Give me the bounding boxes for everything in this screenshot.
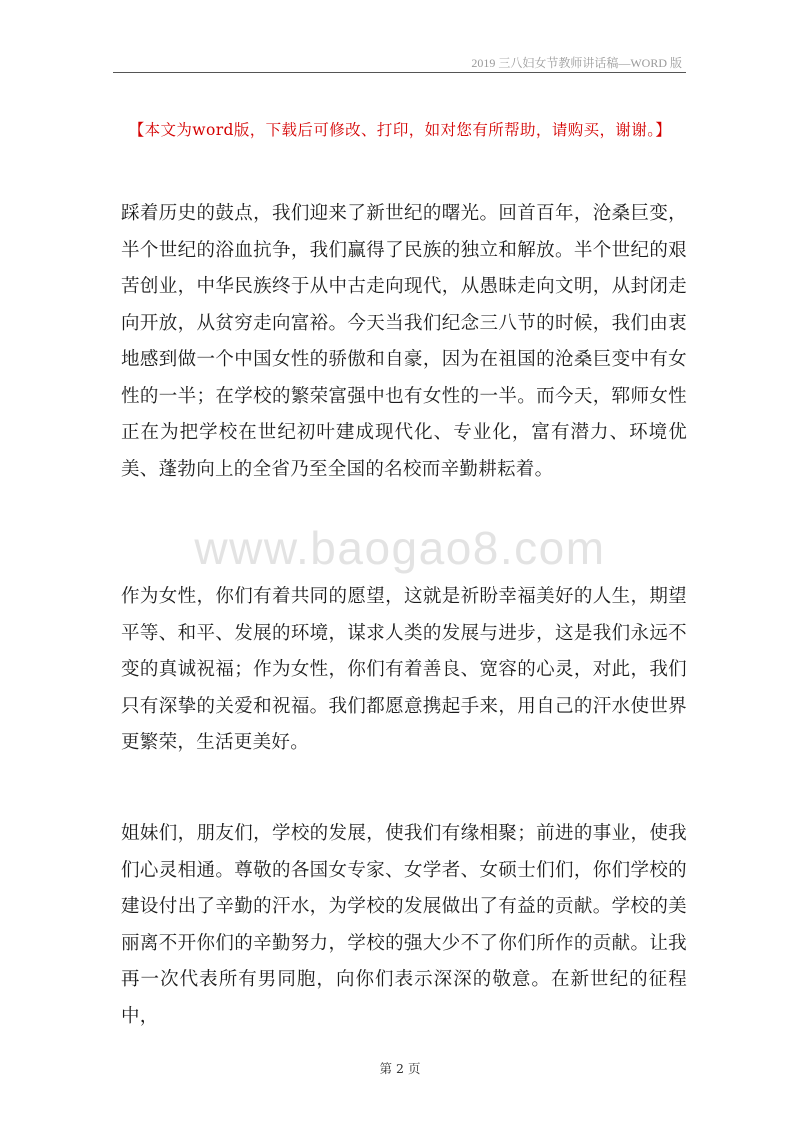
page-number: 第 2 页 xyxy=(379,1061,421,1076)
body-paragraph-3: 姐妹们，朋友们，学校的发展，使我们有缘相聚；前进的事业，使我们心灵相通。尊敬的各国女专家、女学者、女硕士们们，你们学校的建设付出了辛勤的汗水，为学校的发展做出了有益的贡献。学校的美丽离不开你们的辛勤努力，学校的强大少不了你们所作的贡献。让我再一次代表所有男同胞，向你们表示深深的敬意。在新世纪的征程中， xyxy=(121,823,687,1027)
running-header: 2019 三八妇女节教师讲话稿—WORD 版 xyxy=(471,56,682,70)
watermark: www.baogao8.com xyxy=(194,522,606,574)
body-paragraph-1: 踩着历史的鼓点，我们迎来了新世纪的曙光。回首百年，沧桑巨变，半个世纪的浴血抗争，我们赢得了民族的独立和解放。半个世纪的艰苦创业，中华民族终于从中古走向现代，从愚昧走向文明，从封闭走向开放，从贫穷走向富裕。今天当我们纪念三八节的时候，我们由衷地感到做一个中国女性的骄傲和自豪，因为在祖国的沧桑巨变中有女性的一半；在学校的繁荣富强中也有女性的一半。而今天，郓师女性正在为把学校在世纪初叶建成现代化、专业化，富有潜力、环境优美、蓬勃向上的全省乃至全国的名校而辛勤耕耘着。 xyxy=(121,203,687,480)
header-divider xyxy=(113,72,686,73)
purchase-notice: 【本文为word版，下载后可修改、打印，如对您有所帮助，请购买，谢谢。】 xyxy=(128,121,672,139)
body-paragraph-2: 作为女性，你们有着共同的愿望，这就是祈盼幸福美好的人生，期望平等、和平、发展的环境，谋求人类的发展与进步，这是我们永远不变的真诚祝福；作为女性，你们有着善良、宽容的心灵，对此，我们只有深挚的关爱和祝福。我们都愿意携起手来，用自己的汗水使世界更繁荣，生活更美好。 xyxy=(121,586,687,753)
